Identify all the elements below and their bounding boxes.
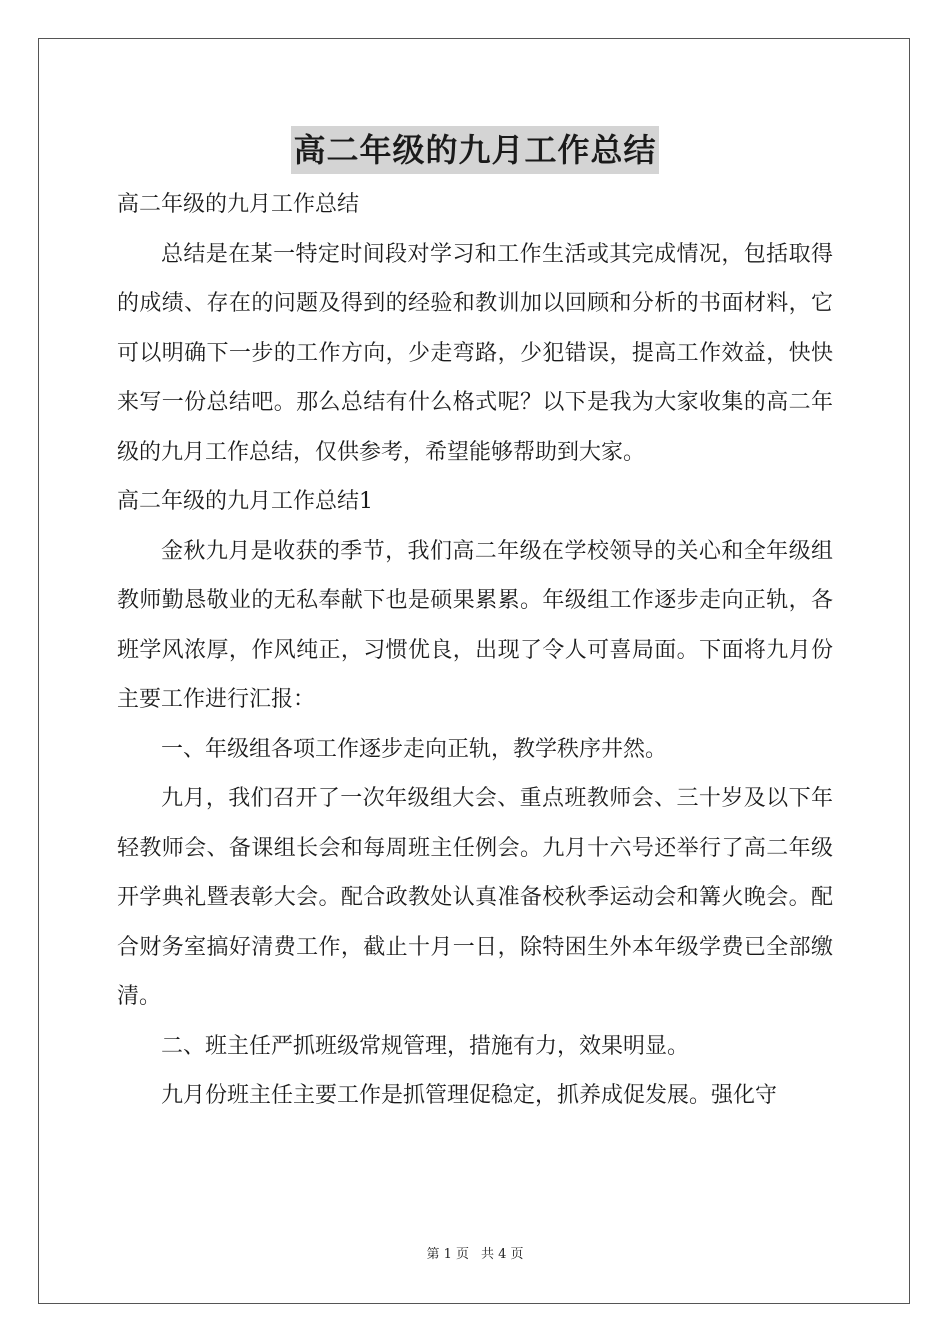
body-paragraph-continued: 九月份班主任主要工作是抓管理促稳定，抓养成促发展。强化守 (161, 1083, 778, 1108)
document-body (117, 180, 833, 1121)
document-title: 高二年级的九月工作总结 (291, 126, 658, 174)
page-total: 共 4 页 (481, 1247, 524, 1262)
subtitle-paragraph: 高二年级的九月工作总结 (117, 192, 360, 217)
page-number: 第 1 页 (426, 1247, 469, 1262)
body-paragraph: 金秋九月是收获的季节，我们高二年级在学校领导的关心和全年级组教师勤恳敬业的无私奉献下也是硕果累累。年级组工作逐步走向正轨，各班学风浓厚，作风纯正，习惯优良，出现了令人可喜局面。下面将九月份主要工作进行汇报： (117, 538, 833, 712)
body-paragraph: 九月，我们召开了一次年级组大会、重点班教师会、三十岁及以下年轻教师会、备课组长会和每周班主任例会。九月十六号还举行了高二年级开学典礼暨表彰大会。配合政教处认真准备校秋季运动会和篝火晚会。配合财务室搞好清费工作，截止十月一日，除特困生外本年级学费已全部缴清。 (117, 786, 833, 1009)
item-heading-one: 一、年级组各项工作逐步走向正轨，教学秩序井然。 (161, 736, 668, 762)
page-footer (0, 1246, 950, 1264)
section-heading: 高二年级的九月工作总结1 (117, 489, 373, 514)
intro-paragraph: 总结是在某一特定时间段对学习和工作生活或其完成情况，包括取得的成绩、存在的问题及得到的经验和教训加以回顾和分析的书面材料，它可以明确下一步的工作方向，少走弯路，少犯错误，提高工作效益，快快来写一份总结吧。那么总结有什么格式呢？以下是我为大家收集的高二年级的九月工作总结，仅供参考，希望能够帮助到大家。 (117, 241, 833, 465)
item-heading-two: 二、班主任严抓班级常规管理，措施有力，效果明显。 (161, 1033, 690, 1059)
title-area (0, 126, 950, 174)
